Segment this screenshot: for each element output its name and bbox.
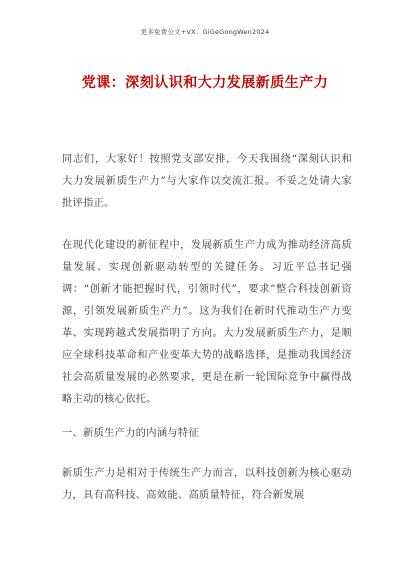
paragraph-opening: 同志们，大家好！按照党支部安排，今天我围绕“深刻认识和大力发展新质生产力”与大家作以交流汇报。不妥之处请大家批评指正。: [62, 154, 352, 209]
paragraph-background: 在现代化建设的新征程中，发展新质生产力成为推动经济高质量发展、实现创新驱动转型的关键任务。习近平总书记强调：“创新才能把握时代，引领时代”，要求“整合科技创新资源，引领发展新质生产力”。这为我们在新时代推动生产力变革、实现跨越式发展指明了方向。大力发展新质生产力，是顺应全球科技革命和产业变革大势的战略选择，是推动我国经济社会高质量发展的必然要求，更是在新一轮国际竞争中赢得战略主动的核心依托。: [62, 240, 352, 405]
section-heading-1: 一、新质生产力的内涵与特征: [62, 428, 199, 439]
header-note: 更多免费公文+VX：GiGeGongWen2024: [140, 28, 270, 36]
paragraph-section-1: 新质生产力是相对于传统生产力而言，以科技创新为核心驱动力，具有高科技、高效能、高质量特征，符合新发展: [62, 468, 352, 501]
document-title: 党课：深刻认识和大力发展新质生产力: [81, 75, 329, 91]
